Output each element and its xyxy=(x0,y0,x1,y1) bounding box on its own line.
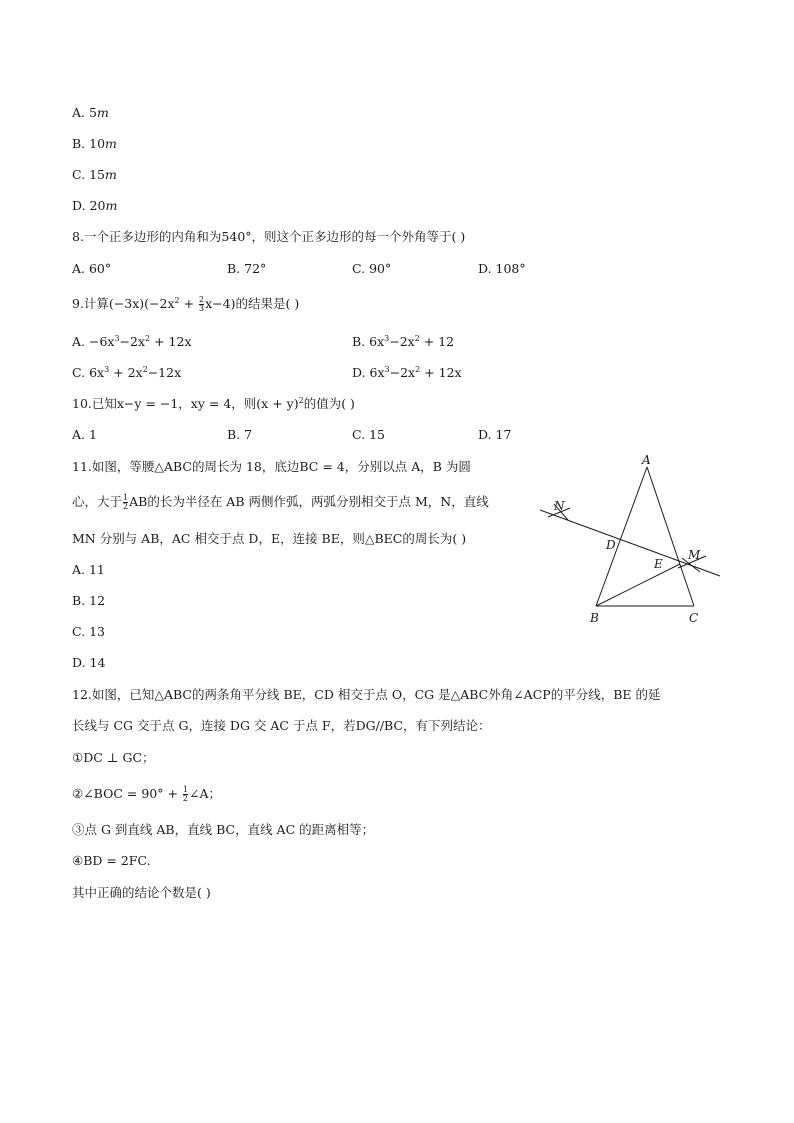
q9-option-c: C. $6x^3 + 2x^2-12x$ xyxy=(72,365,182,380)
label-m: M xyxy=(688,548,701,562)
q11-fraction: $\frac{1}{2}$ xyxy=(123,493,129,511)
q11-option-a: A. 11 xyxy=(72,562,105,577)
q12-conclusion-3: ③点 G 到直线 AB，直线 BC，直线 AC 的距离相等； xyxy=(72,822,375,837)
q7-option-a: A. 5m xyxy=(72,105,109,120)
label-n: N xyxy=(554,499,565,513)
segment-ac xyxy=(647,467,694,606)
q10-option-d: D. 17 xyxy=(478,427,512,442)
q12-conclusion-1: ①DC ⊥ GC； xyxy=(72,750,155,765)
label-d: D xyxy=(606,538,616,552)
q9-fraction: $\frac{2}{3}$ xyxy=(199,295,205,313)
q10-stem: 10.已知x−y = −1，xy = 4，则$(x + y)^2$的值为( ) xyxy=(72,396,355,411)
q11-option-c: C. 13 xyxy=(72,624,105,639)
label-c: C xyxy=(689,611,699,625)
q12-fraction: $\frac{1}{2}$ xyxy=(182,785,188,803)
q11-option-d: D. 14 xyxy=(72,655,106,670)
q11-triangle-figure xyxy=(530,452,730,632)
q12-stem-line2: 长线与 CG 交于点 G，连接 DG 交 AC 于点 F，若DG//BC，有下列结论： xyxy=(72,718,491,733)
q8-option-b: B. 72° xyxy=(227,261,267,276)
q12-question: 其中正确的结论个数是( ) xyxy=(72,885,211,900)
q10-option-b: B. 7 xyxy=(227,427,253,442)
q11-stem-line1: 11.如图，等腰△ABC的周长为 18，底边BC = 4，分别以点 A，B 为圆 xyxy=(72,459,471,474)
label-e: E xyxy=(654,557,663,571)
segment-ab xyxy=(596,467,647,606)
q9-option-a: A. $-6x^3-2x^2 + 12x$ xyxy=(72,334,192,349)
label-b: B xyxy=(590,611,599,625)
q9-option-d: D. $6x^3-2x^2 + 12x$ xyxy=(352,365,462,380)
q12-conclusion-4: ④BD = 2FC. xyxy=(72,853,151,868)
q11-option-b: B. 12 xyxy=(72,593,106,608)
q11-stem-line2: 心，大于 $\frac{1}{2}$ AB的长为半径在 AB 两侧作弧，两弧分别相交于点 M，N，直线 xyxy=(72,493,489,511)
q11-stem-line3: MN 分别与 AB，AC 相交于点 D，E，连接 BE，则△BEC的周长为( ) xyxy=(72,531,467,546)
q12-stem-line1: 12.如图，已知△ABC的两条角平分线 BE，CD 相交于点 O，CG 是△ABC外角∠ACP的平分线，BE 的延 xyxy=(72,687,661,702)
q7-option-b: B. 10m xyxy=(72,136,117,151)
q9-option-b: B. $6x^3-2x^2 + 12$ xyxy=(352,334,455,349)
q7-option-c: C. 15m xyxy=(72,167,117,182)
q10-option-a: A. 1 xyxy=(72,427,97,442)
q8-option-d: D. 108° xyxy=(478,261,526,276)
q9-stem: 9.计算$(-3x)(-2x^2$ + $\frac{2}{3}$ x−4)的结果是( ) xyxy=(72,295,300,313)
q7-option-d: D. 20m xyxy=(72,198,118,213)
q8-option-c: C. 90° xyxy=(352,261,392,276)
q8-option-a: A. 60° xyxy=(72,261,112,276)
label-a: A xyxy=(642,453,651,467)
q12-conclusion-2: ②∠BOC = 90° + $\frac{1}{2}$ ∠A； xyxy=(72,785,222,803)
q10-option-c: C. 15 xyxy=(352,427,385,442)
q8-stem: 8.一个正多边形的内角和为540°，则这个正多边形的每一个外角等于( ) xyxy=(72,229,466,244)
